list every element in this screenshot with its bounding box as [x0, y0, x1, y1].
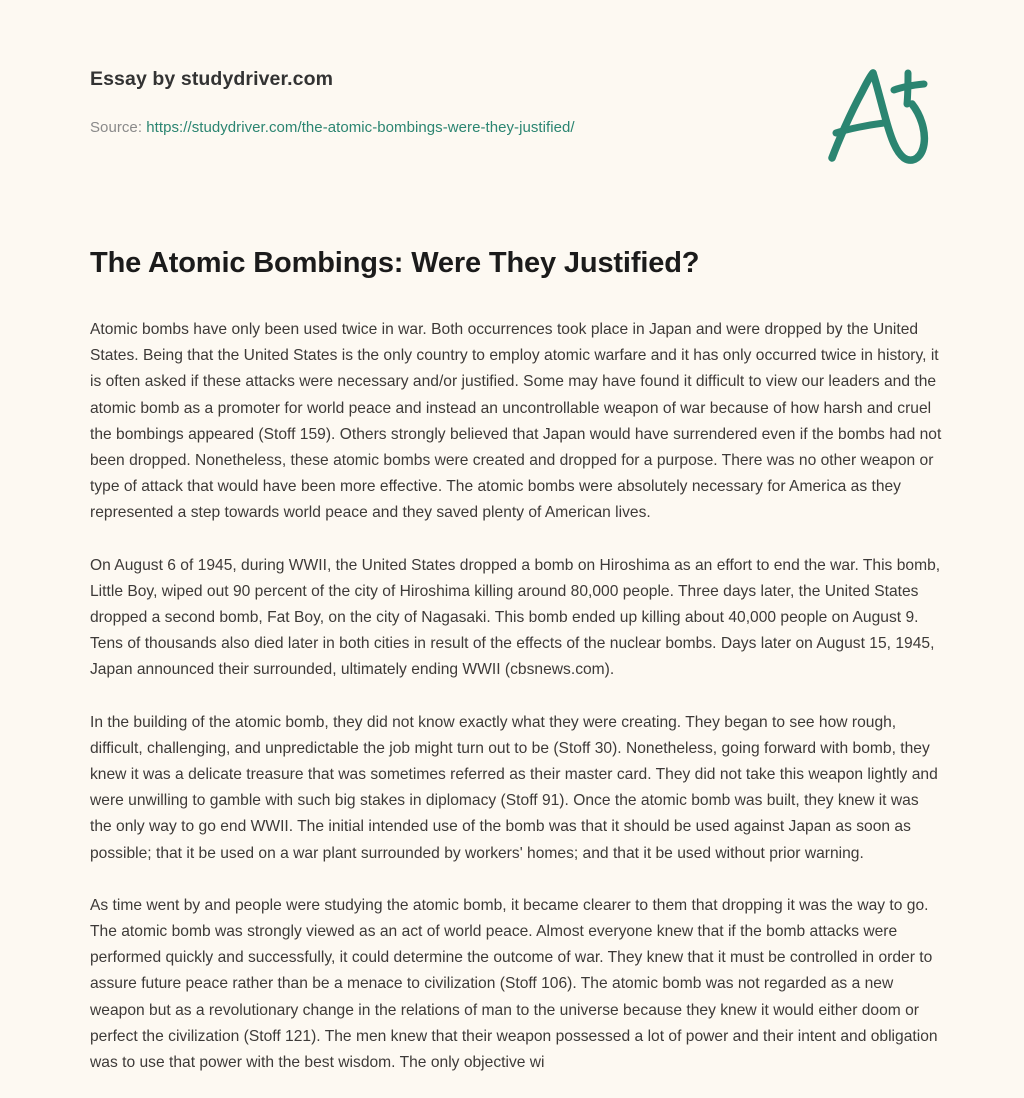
- a-plus-icon: [812, 58, 942, 170]
- page-header: [0, 0, 1024, 200]
- source-label: Source:: [90, 119, 143, 136]
- source-url-link[interactable]: https://studydriver.com/the-atomic-bombings-were-they-justified/: [146, 119, 575, 136]
- article-body: [90, 243, 942, 1076]
- paragraph-3: In the building of the atomic bomb, they did not know exactly what they were creating. They began to see how rough, difficult, challenging, and unpredictable the job might turn out to be (Stoff 30). Nonetheless, going forward with bomb, they knew it was a delicate treasure that was sometimes referred as their master card. They did not take this weapon lightly and were unwilling to gamble with such big stakes in diplomacy (Stoff 91). Once the atomic bomb was built, they knew it was the only way to go end WWII. The initial intended use of the bomb was that it should be used against Japan as soon as possible; that it be used on a war plant surrounded by workers' homes; and that it be used without prior warning.: [90, 713, 938, 862]
- paragraph-1: Atomic bombs have only been used twice in war. Both occurrences took place in Japan and were dropped by the United States. Being that the United States is the only country to employ atomic warfare and it has only occurred twice in history, it is often asked if these attacks were necessary and/or justified. Some may have found it difficult to view our leaders and the atomic bomb as a promoter for world peace and instead an uncontrollable weapon of war because of how harsh and cruel the bombings appeared (Stoff 159). Others strongly believed that Japan would have surrendered even if the bombs had not been dropped. Nonetheless, these atomic bombs were created and dropped for a purpose. There was no other weapon or type of attack that would have been more effective. The atomic bombs were absolutely necessary for America as they represented a step towards world peace and they saved plenty of American lives.: [90, 321, 942, 522]
- paragraph-2: On August 6 of 1945, during WWII, the United States dropped a bomb on Hiroshima as an effort to end the war. This bomb, Little Boy, wiped out 90 percent of the city of Hiroshima killing around 80,000 people. Three days later, the United States dropped a second bomb, Fat Boy, on the city of Nagasaki. This bomb ended up killing about 40,000 people on August 9. Tens of thousands also died later in both cities in result of the effects of the nuclear bombs. Days later on August 15, 1945, Japan announced their surrounded, ultimately ending WWII (cbsnews.com).: [90, 556, 941, 679]
- paragraph-4: As time went by and people were studying the atomic bomb, it became clearer to them that dropping it was the way to go. The atomic bomb was strongly viewed as an act of world peace. Almost everyone knew that if the bomb attacks were performed quickly and successfully, it could determine the outcome of war. They knew that it must be controlled in order to assure future peace rather than be a menace to civilization (Stoff 106). The atomic bomb was not regarded as a new weapon but as a revolutionary change in the relations of man to the universe because they knew it would either doom or perfect the civilization (Stoff 121). The men knew that their weapon possessed a lot of power and their intent and obligation was to use that power with the best wisdom. The only objective wi: [90, 896, 938, 1072]
- page-title: The Atomic Bombings: Were They Justified?: [90, 247, 700, 279]
- studydriver-a-plus-logo: [812, 58, 942, 170]
- brand-byline: Essay by studydriver.com: [90, 68, 334, 90]
- source-line: [90, 119, 575, 136]
- essay-text: [90, 317, 942, 1076]
